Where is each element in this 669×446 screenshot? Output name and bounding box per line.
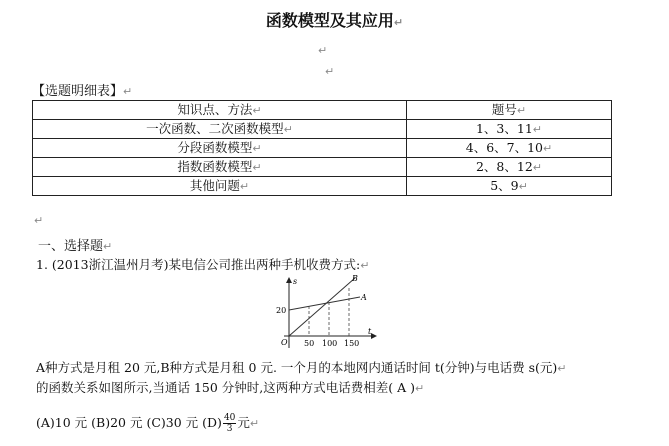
paragraph-mark: ↵	[325, 65, 335, 78]
table-cell: 2、8、12↵	[407, 158, 612, 177]
x-axis-label: t	[368, 327, 372, 336]
selection-heading-text: 【选题明细表】	[32, 84, 124, 99]
table-row	[33, 177, 612, 196]
paragraph-mark: ↵	[393, 16, 404, 29]
option-b: (B)20 元	[91, 415, 143, 430]
option-d-fraction: $\frac{40}{3}$	[223, 413, 236, 434]
question-text: 1. (2013浙江温州月考)某电信公司推出两种手机收费方式:	[36, 257, 361, 272]
table-cell: 5、9↵	[407, 177, 612, 196]
section-heading	[38, 235, 112, 254]
table-header-cell: 题号↵	[407, 101, 612, 120]
question-body-line-1	[36, 358, 567, 376]
section-heading-text: 一、选择题	[38, 239, 104, 254]
x-tick-100: 100	[322, 339, 338, 348]
paragraph-mark: ↵	[318, 44, 328, 57]
table-cell: 其他问题↵	[33, 177, 407, 196]
line-a-label: A	[361, 293, 367, 302]
line-b	[289, 278, 355, 336]
table-row	[33, 139, 612, 158]
option-a: (A)10 元	[36, 415, 88, 430]
table-cell: 1、3、11↵	[407, 120, 612, 139]
option-c: (C)30 元	[146, 415, 199, 430]
y-tick-20: 20	[276, 306, 287, 315]
paragraph-mark: ↵	[103, 240, 113, 253]
selection-heading	[32, 80, 132, 99]
option-d: (D) $\frac{40}{3}$ 元	[202, 413, 250, 434]
table-row	[33, 158, 612, 177]
line-b-label: B	[352, 274, 358, 283]
question-1	[36, 255, 369, 273]
x-tick-50: 50	[304, 339, 315, 348]
paragraph-mark: ↵	[249, 417, 260, 430]
page-title	[0, 8, 669, 31]
selection-table	[32, 100, 612, 196]
body-text: A种方式是月租 20 元,B种方式是月租 0 元. 一个月的本地网内通话时间 t(分钟)与电话费 s(元)	[36, 360, 558, 375]
title-text: 函数模型及其应用	[265, 11, 394, 30]
table-row	[33, 120, 612, 139]
y-axis-label: s	[293, 277, 298, 286]
answer-options	[36, 413, 259, 434]
paragraph-mark: ↵	[34, 214, 44, 227]
table-header-cell: 知识点、方法↵	[33, 101, 407, 120]
origin-label: O	[281, 338, 288, 347]
paragraph-mark: ↵	[123, 85, 133, 98]
paragraph-mark: ↵	[414, 382, 425, 395]
question-body-line-2	[36, 378, 424, 396]
body-text: 的函数关系如图所示,当通话 150 分钟时,这两种方式电话费相差( A )	[36, 380, 415, 395]
table-cell: 指数函数模型↵	[33, 158, 407, 177]
table-cell: 分段函数模型↵	[33, 139, 407, 158]
x-tick-150: 150	[344, 339, 360, 348]
function-graph	[272, 272, 382, 352]
paragraph-mark: ↵	[360, 259, 370, 272]
table-cell: 一次函数、二次函数模型↵	[33, 120, 407, 139]
table-cell: 4、6、7、10↵	[407, 139, 612, 158]
paragraph-mark: ↵	[557, 362, 567, 375]
table-header-row	[33, 101, 612, 120]
